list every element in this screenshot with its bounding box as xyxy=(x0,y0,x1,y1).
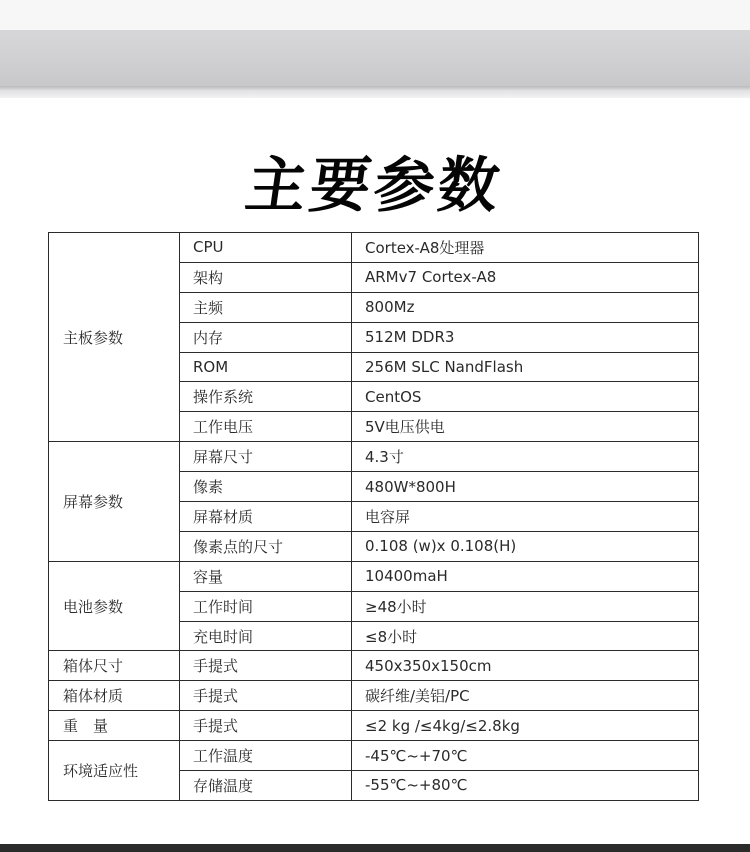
param-value-cell: 256M SLC NandFlash xyxy=(352,352,699,382)
param-value-cell: ≤2 kg /≤4kg/≤2.8kg xyxy=(352,711,699,741)
param-label-cell: 工作温度 xyxy=(180,741,352,771)
param-value-cell: Cortex-A8处理器 xyxy=(352,233,699,263)
bottom-strip xyxy=(0,844,750,852)
top-strip xyxy=(0,0,750,30)
param-label-cell: 存储温度 xyxy=(180,771,352,801)
group-name-cell: 环境适应性 xyxy=(49,741,180,801)
param-label-cell: 架构 xyxy=(180,262,352,292)
param-label-cell: 内存 xyxy=(180,322,352,352)
group-name-cell: 箱体材质 xyxy=(49,681,180,711)
param-value-cell: CentOS xyxy=(352,382,699,412)
param-label-cell: 工作时间 xyxy=(180,591,352,621)
spec-table xyxy=(48,232,699,801)
param-label-cell: 手提式 xyxy=(180,681,352,711)
param-value-cell: 0.108 (w)x 0.108(H) xyxy=(352,531,699,561)
param-label-cell: 充电时间 xyxy=(180,621,352,651)
param-value-cell: ≤8小时 xyxy=(352,621,699,651)
param-label-cell: 主频 xyxy=(180,292,352,322)
param-value-cell: 5V电压供电 xyxy=(352,412,699,442)
param-value-cell: 碳纤维/美铝/PC xyxy=(352,681,699,711)
top-banner-band xyxy=(0,30,750,86)
param-label-cell: CPU xyxy=(180,233,352,263)
group-name-cell: 屏幕参数 xyxy=(49,442,180,562)
param-label-cell: 像素点的尺寸 xyxy=(180,531,352,561)
group-name-cell: 重 量 xyxy=(49,711,180,741)
table-row xyxy=(49,561,699,591)
param-label-cell: 容量 xyxy=(180,561,352,591)
param-value-cell: 800Mz xyxy=(352,292,699,322)
param-value-cell: 10400maH xyxy=(352,561,699,591)
param-value-cell: 480W*800H xyxy=(352,472,699,502)
param-label-cell: 屏幕尺寸 xyxy=(180,442,352,472)
group-name-cell: 箱体尺寸 xyxy=(49,651,180,681)
group-name-cell: 电池参数 xyxy=(49,561,180,651)
table-row xyxy=(49,233,699,263)
param-label-cell: 工作电压 xyxy=(180,412,352,442)
param-value-cell: -45℃~+70℃ xyxy=(352,741,699,771)
table-row xyxy=(49,741,699,771)
table-row xyxy=(49,651,699,681)
page-title: 主要参数 xyxy=(241,151,508,221)
param-value-cell: 4.3寸 xyxy=(352,442,699,472)
table-row xyxy=(49,711,699,741)
param-label-cell: 操作系统 xyxy=(180,382,352,412)
top-banner-edge xyxy=(0,86,750,98)
param-value-cell: -55℃~+80℃ xyxy=(352,771,699,801)
table-row xyxy=(49,681,699,711)
param-value-cell: ARMv7 Cortex-A8 xyxy=(352,262,699,292)
param-label-cell: 屏幕材质 xyxy=(180,502,352,532)
spec-table-body xyxy=(49,233,699,801)
param-label-cell: 像素 xyxy=(180,472,352,502)
param-label-cell: 手提式 xyxy=(180,711,352,741)
table-row xyxy=(49,442,699,472)
param-label-cell: 手提式 xyxy=(180,651,352,681)
param-value-cell: ≥48小时 xyxy=(352,591,699,621)
param-label-cell: ROM xyxy=(180,352,352,382)
param-value-cell: 电容屏 xyxy=(352,502,699,532)
param-value-cell: 450x350x150cm xyxy=(352,651,699,681)
param-value-cell: 512M DDR3 xyxy=(352,322,699,352)
group-name-cell: 主板参数 xyxy=(49,233,180,442)
